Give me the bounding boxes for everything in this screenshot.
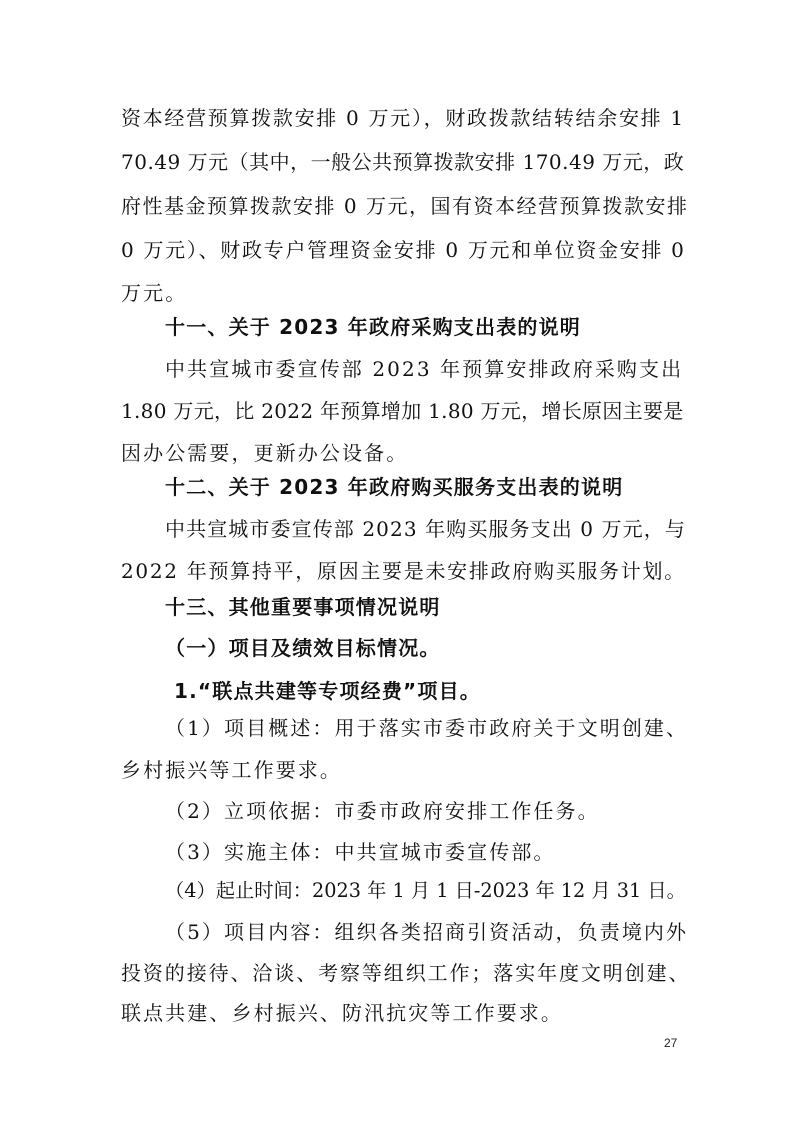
paragraph-line: 投资的接待、洽谈、考察等组织工作；落实年度文明创建、 [121, 961, 691, 985]
paragraph-line: 联点共建、乡村振兴、防汛抗灾等工作要求。 [121, 1001, 563, 1025]
paragraph-line: 因办公需要，更新办公设备。 [121, 441, 409, 465]
section-heading-13: 十三、其他重要事项情况说明 [165, 595, 441, 619]
paragraph-line: 中共宣城市委宣传部 2023 年购买服务支出 0 万元，与 [165, 517, 686, 541]
paragraph-line: （1）项目概述：用于落实市委市政府关于文明创建、 [165, 716, 689, 740]
paragraph-line: 资本经营预算拨款安排 0 万元），财政拨款结转结余安排 1 [121, 106, 685, 130]
paragraph-line: （5）项目内容：组织各类招商引资活动，负责境内外 [165, 920, 689, 944]
paragraph-line: （4）起止时间：2023 年 1 月 1 日-2023 年 12 月 31 日。 [165, 879, 686, 902]
paragraph-line: 乡村振兴等工作要求。 [121, 758, 342, 782]
paragraph-line: （3）实施主体：中共宣城市委宣传部。 [165, 840, 556, 864]
paragraph-line: （2）立项依据：市委市政府安排工作任务。 [165, 799, 600, 823]
paragraph-line: 1.80 万元，比 2022 年预算增加 1.80 万元，增长原因主要是 [121, 399, 684, 423]
section-heading-12: 十二、关于 2023 年政府购买服务支出表的说明 [165, 475, 624, 499]
paragraph-line: 万元。 [121, 281, 188, 305]
subsection-heading: （一）项目及绩效目标情况。 [165, 636, 441, 660]
paragraph-line: 府性基金预算拨款安排 0 万元，国有资本经营预算拨款安排 [121, 194, 689, 218]
paragraph-line: 0 万元）、财政专户管理资金安排 0 万元和单位资金安排 0 [121, 238, 686, 262]
item-heading: 1.“联点共建等专项经费”项目。 [174, 679, 482, 703]
paragraph-line: 中共宣城市委宣传部 2023 年预算安排政府采购支出 [165, 357, 684, 381]
paragraph-line: 70.49 万元（其中，一般公共预算拨款安排 170.49 万元，政 [121, 150, 685, 174]
paragraph-line: 2022 年预算持平，原因主要是未安排政府购买服务计划。 [121, 559, 686, 583]
page-number: 27 [664, 1036, 678, 1050]
section-heading-11: 十一、关于 2023 年政府采购支出表的说明 [165, 315, 581, 339]
